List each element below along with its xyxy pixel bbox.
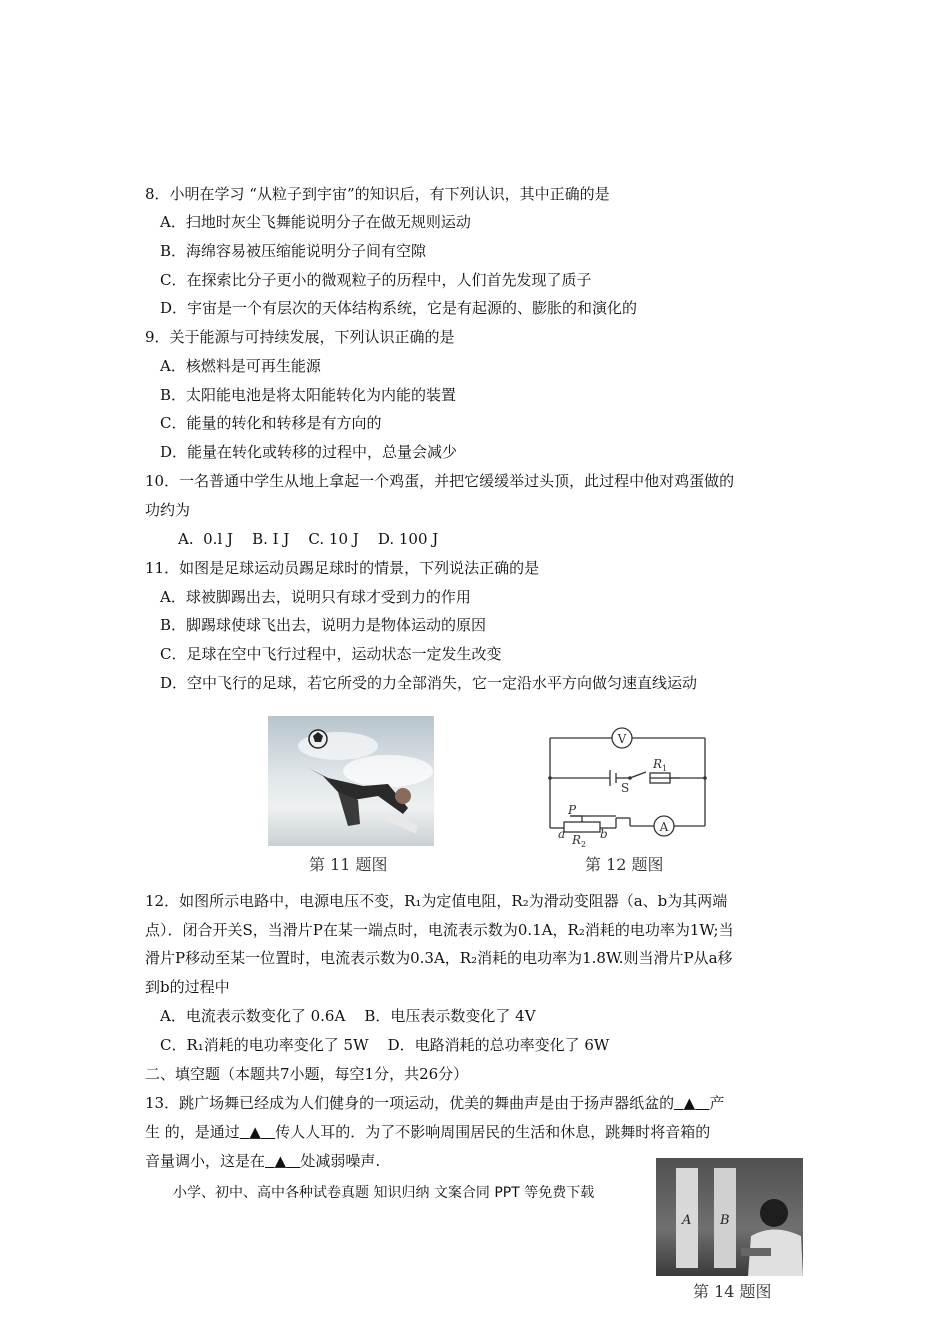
switch-label: S: [621, 781, 630, 795]
q13-blank-3: ▲: [274, 1152, 287, 1170]
r2-label: R: [572, 833, 582, 847]
figure-14-caption: 第 14 题图: [693, 1282, 772, 1301]
figure-14-photo: [656, 1158, 803, 1276]
ammeter-label: A: [659, 820, 669, 834]
q13-line2-end: 传人人耳的．为了不影响周围居民的生活和休息，跳舞时将音箱的: [275, 1123, 711, 1141]
q13-line3-end: 处减弱噪声.: [300, 1152, 381, 1170]
q13-blank-1: ▲: [683, 1094, 696, 1112]
q10-stem-line1: 10．一名普通中学生从地上拿起一个鸡蛋，并把它缓缓举过头顶，此过程中他对鸡蛋做的: [145, 472, 735, 490]
q8-option-b: B．海绵容易被压缩能说明分子间有空隙: [160, 242, 427, 260]
q13-line3: [145, 1151, 380, 1171]
q13-line1-end: 产: [709, 1094, 725, 1112]
soccer-player-photo: [268, 716, 434, 846]
voltmeter-label: V: [617, 732, 627, 746]
terminal-b-label: b: [600, 827, 608, 841]
q12-line2: 点）．闭合开关S，当滑片P在某一端点时，电流表示数为0.1A，R₂消耗的电功率为1W;当: [145, 921, 734, 939]
r2-subscript: 2: [581, 840, 587, 848]
q12-line4: 到b的过程中: [145, 978, 230, 996]
download-watermark: 小学、初中、高中各种试卷真题 知识归纳 文案合同 PPT 等免费下载: [173, 1185, 595, 1201]
terminal-a-label: a: [558, 827, 566, 841]
r1-subscript: 1: [662, 764, 668, 773]
q13-line1: [145, 1093, 725, 1113]
q12-line1: 12．如图所示电路中，电源电压不变，R₁为定值电阻，R₂为滑动变阻器（a、b为其两端: [145, 892, 728, 910]
q11-stem: 11．如图是足球运动员踢足球时的情景，下列说法正确的是: [145, 559, 540, 577]
q13-line2: [145, 1122, 710, 1142]
q12-line3: 滑片P移动至某一位置时，电流表示数为0.3A，R₂消耗的电功率为1.8W.则当滑片P从a移: [145, 949, 733, 967]
q12-options-cd: C．R₁消耗的电功率变化了 5W D．电路消耗的总功率变化了 6W: [160, 1036, 610, 1054]
q13-blank-2: ▲: [249, 1123, 261, 1141]
q13-line3-text: 音量调小，这是在: [145, 1152, 266, 1170]
q8-option-a: A．扫地时灰尘飞舞能说明分子在做无规则运动: [160, 213, 471, 231]
q9-stem: 9．关于能源与可持续发展，下列认识正确的是: [145, 328, 455, 346]
figure-11-caption: 第 11 题图: [309, 855, 388, 874]
q13-line1-text: 13．跳广场舞已经成为人们健身的一项运动，优美的舞曲声是由于扬声器纸盆的: [145, 1094, 675, 1112]
q11-option-c: C．足球在空中飞行过程中，运动状态一定发生改变: [160, 645, 502, 663]
q11-option-d: D．空中飞行的足球，若它所受的力全部消失，它一定沿水平方向做匀速直线运动: [160, 674, 698, 692]
q8-option-d: D．宇宙是一个有层次的天体结构系统，它是有起源的、膨胀的和演化的: [160, 299, 638, 317]
q13-line2-text: 生 的，是通过: [145, 1123, 240, 1141]
q10-options: A. 0.l J B. I J C. 10 J D. 100 J: [178, 530, 439, 548]
q9-option-c: C．能量的转化和转移是有方向的: [160, 414, 382, 432]
tube-b-label: B: [720, 1213, 730, 1228]
r1-label: R: [653, 757, 663, 771]
q8-stem: 8．小明在学习 “从粒子到宇宙”的知识后，有下列认识，其中正确的是: [145, 185, 610, 203]
q9-option-a: A．核燃料是可再生能源: [160, 357, 321, 375]
q11-option-b: B．脚踢球使球飞出去，说明力是物体运动的原因: [160, 616, 487, 634]
slider-label: P: [568, 803, 577, 817]
q10-stem-line2: 功约为: [145, 501, 191, 519]
figure-12-caption: 第 12 题图: [585, 855, 664, 874]
section-2-heading: 二、填空题（本题共7小题，每空1分，共26分）: [145, 1065, 469, 1083]
q9-option-d: D．能量在转化或转移的过程中，总量会减少: [160, 443, 458, 461]
q8-option-c: C．在探索比分子更小的微观粒子的历程中，人们首先发现了质子: [160, 271, 592, 289]
tube-a-label: A: [682, 1213, 692, 1228]
circuit-diagram: [540, 720, 720, 848]
q9-option-b: B．太阳能电池是将太阳能转化为内能的装置: [160, 386, 457, 404]
q11-option-a: A．球被脚踢出去，说明只有球才受到力的作用: [160, 588, 471, 606]
q12-options-ab: A．电流表示数变化了 0.6A B．电压表示数变化了 4V: [160, 1007, 536, 1025]
